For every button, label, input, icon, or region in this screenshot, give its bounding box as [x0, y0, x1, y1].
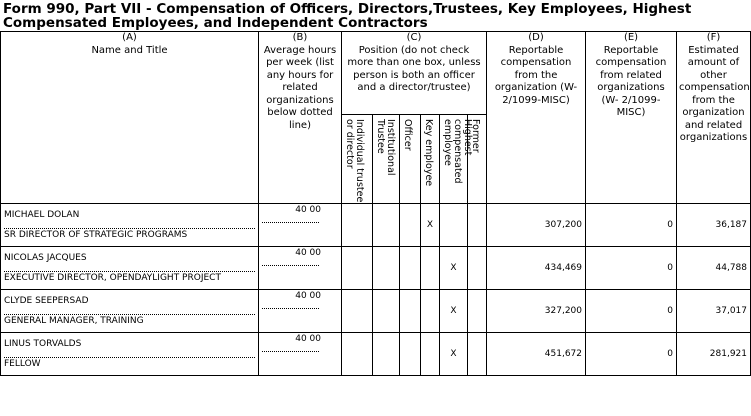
person-name: LINUS TORVALDS	[4, 339, 82, 349]
col-d-label: Reportable compensation from the organization (W- 2/1099-MISC)	[494, 44, 578, 106]
table-row	[1, 204, 751, 247]
col-f-letter: (F)	[706, 32, 721, 43]
comp-e-value: 0	[586, 333, 677, 376]
form-title-line1: Form 990, Part VII - Compensation of Officers, Directors,Trustees, Key Employees, Highest	[3, 1, 692, 17]
person-name: MICHAEL DOLAN	[4, 210, 80, 220]
mark-key-employee	[421, 290, 440, 333]
col-c-sub-officer: Officer	[400, 115, 421, 204]
dotted-line	[262, 222, 319, 223]
mark-officer	[400, 204, 421, 247]
mark-key-employee	[421, 333, 440, 376]
table-row	[1, 333, 751, 376]
col-c-sub-former: Former	[468, 115, 487, 204]
comp-d-value: 434,469	[487, 247, 586, 290]
mark-individual-trustee	[342, 290, 373, 333]
col-c-sub-key-employee: Key employee	[421, 115, 440, 204]
dotted-line	[4, 357, 255, 358]
name-title-cell	[1, 204, 259, 247]
dotted-line	[262, 308, 319, 309]
hours-value: 40 00	[295, 205, 321, 215]
col-c-sub-highest-compensated: Highest compensated employee	[440, 115, 468, 204]
mark-institutional-trustee	[373, 290, 400, 333]
hours-cell	[259, 204, 342, 247]
header-row	[1, 32, 751, 115]
comp-f-value: 36,187	[677, 204, 751, 247]
mark-individual-trustee	[342, 247, 373, 290]
mark-key-employee	[421, 247, 440, 290]
col-a-letter: (A)	[122, 32, 137, 43]
col-c-header	[342, 32, 487, 115]
mark-former	[468, 333, 487, 376]
name-title-cell	[1, 247, 259, 290]
col-a-label: Name and Title	[91, 44, 168, 56]
mark-individual-trustee	[342, 204, 373, 247]
hours-value: 40 00	[295, 248, 321, 258]
mark-institutional-trustee	[373, 247, 400, 290]
form-title-line2: Compensated Employees, and Independent Contractors	[3, 15, 428, 31]
col-e-header	[586, 32, 677, 204]
mark-highest-compensated: X	[440, 247, 468, 290]
person-name: NICOLAS JACQUES	[4, 253, 87, 263]
comp-e-value: 0	[586, 290, 677, 333]
person-title: GENERAL MANAGER, TRAINING	[4, 316, 144, 326]
mark-individual-trustee	[342, 333, 373, 376]
col-e-label: Reportable compensation from related organizations (W- 2/1099-MISC)	[595, 44, 667, 118]
comp-d-value: 327,200	[487, 290, 586, 333]
mark-former	[468, 290, 487, 333]
table-row	[1, 247, 751, 290]
comp-d-value: 451,672	[487, 333, 586, 376]
col-c-sub-institutional-trustee: Institutional Trustee	[373, 115, 400, 204]
col-b-header	[259, 32, 342, 204]
mark-institutional-trustee	[373, 204, 400, 247]
comp-e-value: 0	[586, 247, 677, 290]
col-e-letter: (E)	[623, 32, 639, 43]
name-title-cell	[1, 333, 259, 376]
hours-value: 40 00	[295, 334, 321, 344]
person-title: FELLOW	[4, 359, 41, 369]
dotted-line	[262, 351, 319, 352]
mark-officer	[400, 290, 421, 333]
dotted-line	[262, 265, 319, 266]
hours-value: 40 00	[295, 291, 321, 301]
dotted-line	[4, 271, 255, 272]
comp-f-value: 281,921	[677, 333, 751, 376]
compensation-table	[0, 31, 751, 376]
comp-f-value: 37,017	[677, 290, 751, 333]
hours-cell	[259, 247, 342, 290]
dotted-line	[4, 314, 255, 315]
mark-former	[468, 247, 487, 290]
mark-highest-compensated: X	[440, 290, 468, 333]
comp-d-value: 307,200	[487, 204, 586, 247]
dotted-line	[4, 228, 255, 229]
mark-officer	[400, 247, 421, 290]
mark-former	[468, 204, 487, 247]
mark-key-employee: X	[421, 204, 440, 247]
col-b-letter: (B)	[292, 32, 308, 43]
col-d-letter: (D)	[528, 32, 544, 43]
comp-e-value: 0	[586, 204, 677, 247]
col-f-header	[677, 32, 751, 204]
col-f-label: Estimated amount of other compensation from the organization and related organizations	[679, 44, 750, 143]
col-d-header	[487, 32, 586, 204]
comp-f-value: 44,788	[677, 247, 751, 290]
col-c-letter: (C)	[406, 32, 422, 43]
mark-highest-compensated	[440, 204, 468, 247]
form-title	[3, 2, 747, 30]
table-row	[1, 290, 751, 333]
mark-institutional-trustee	[373, 333, 400, 376]
name-title-cell	[1, 290, 259, 333]
mark-officer	[400, 333, 421, 376]
col-b-label: Average hours per week (list any hours for related organizations below dotted line)	[263, 44, 337, 131]
mark-highest-compensated: X	[440, 333, 468, 376]
hours-cell	[259, 333, 342, 376]
hours-cell	[259, 290, 342, 333]
col-a-header	[1, 32, 259, 204]
person-name: CLYDE SEEPERSAD	[4, 296, 89, 306]
col-c-sub-individual-trustee: Individual trustee or director	[342, 115, 373, 204]
col-c-label: Position (do not check more than one box, unless person is both an officer and a director/trustee)	[347, 44, 481, 93]
person-title: EXECUTIVE DIRECTOR, OPENDAYLIGHT PROJECT	[4, 273, 221, 283]
person-title: SR DIRECTOR OF STRATEGIC PROGRAMS	[4, 230, 188, 240]
